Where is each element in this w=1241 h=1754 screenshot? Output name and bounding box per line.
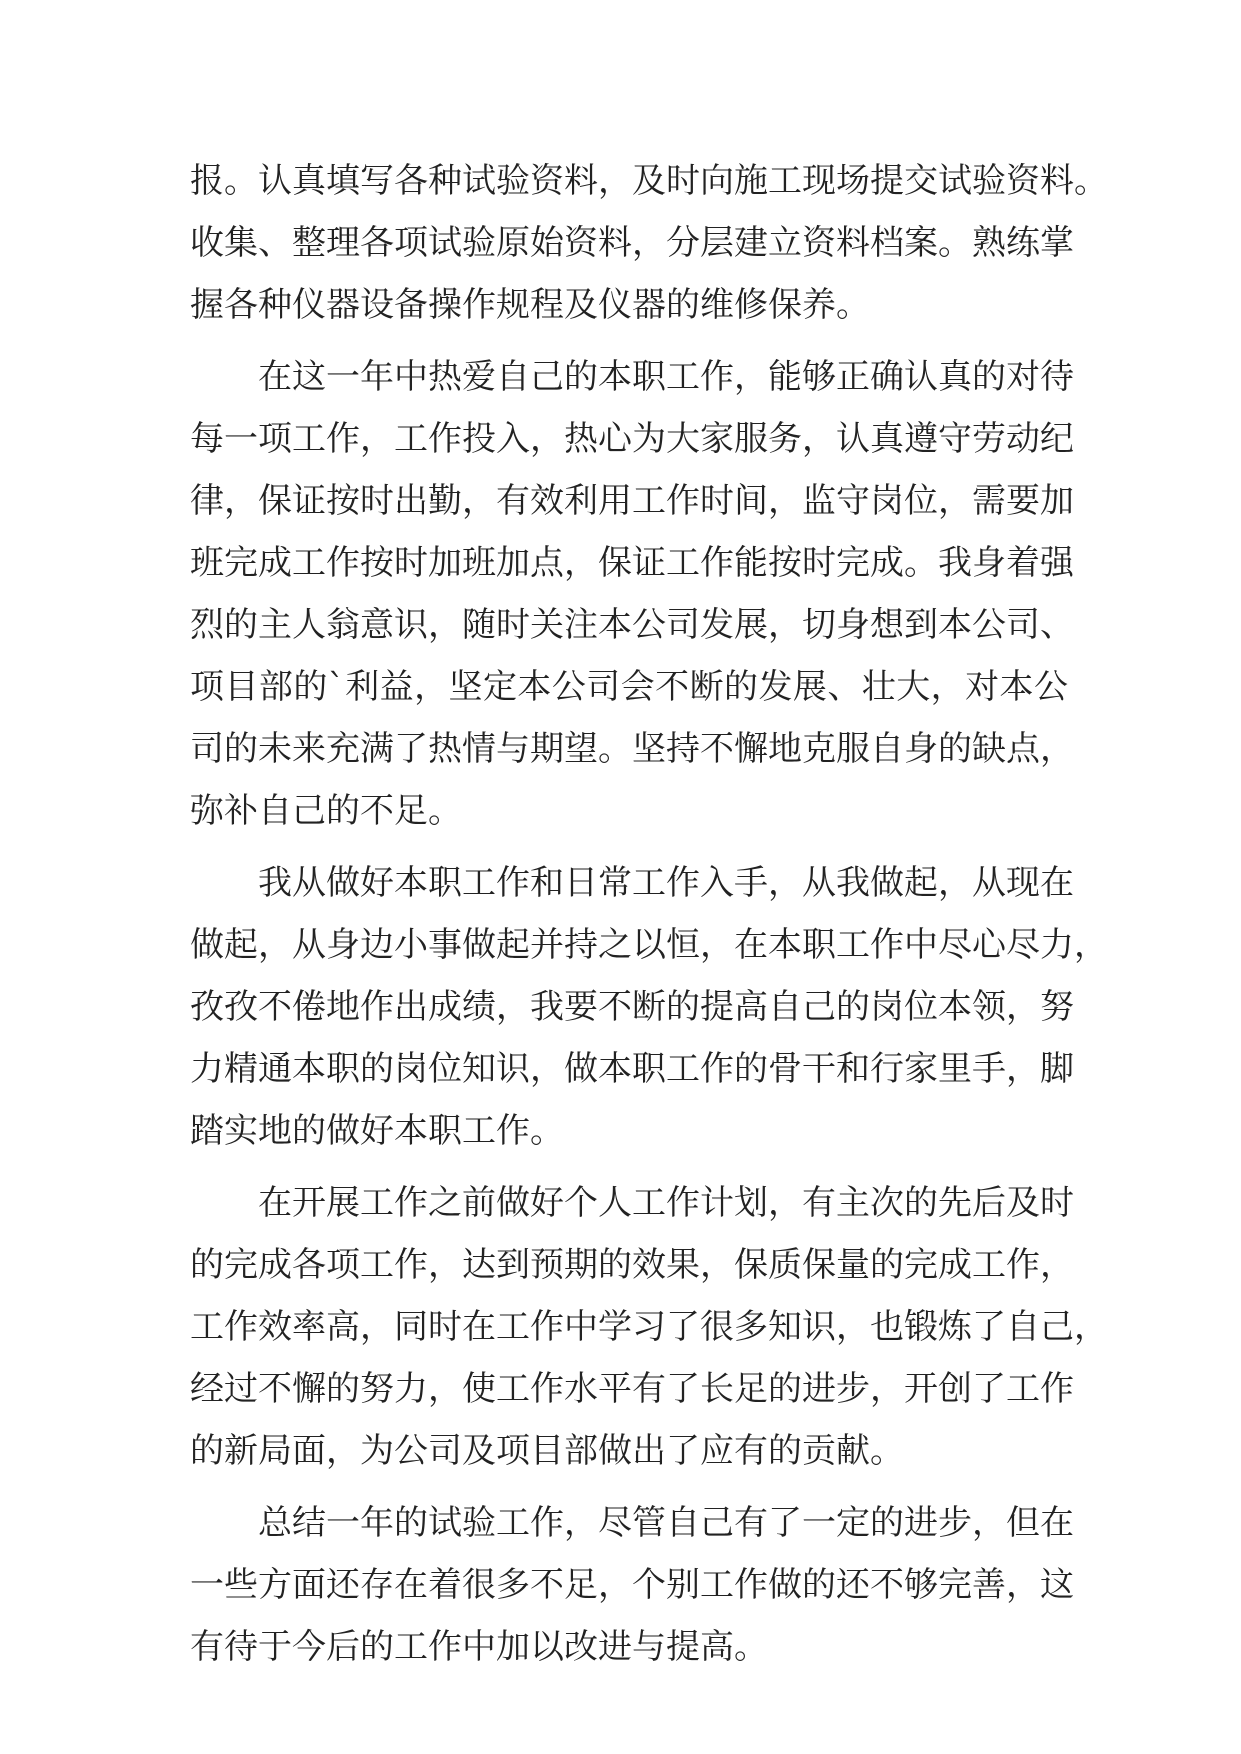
text-line: 孜孜不倦地作出成绩，我要不断的提高自己的岗位本领，努 — [190, 987, 1074, 1027]
text-line: 一些方面还存在着很多不足，个别工作做的还不够完善，这 — [190, 1565, 1074, 1605]
text-line: 司的未来充满了热情与期望。坚持不懈地克服自身的缺点， — [190, 729, 1074, 769]
text-line: 在这一年中热爱自己的本职工作，能够正确认真的对待 — [258, 357, 1074, 397]
text-line: 经过不懈的努力，使工作水平有了长足的进步，开创了工作 — [190, 1369, 1074, 1409]
paragraph — [190, 150, 1108, 336]
document-page — [190, 150, 1108, 1678]
text-line: 踏实地的做好本职工作。 — [190, 1111, 564, 1151]
text-line: 总结一年的试验工作，尽管自己有了一定的进步，但在 — [258, 1503, 1074, 1543]
text-line: 项目部的`利益，坚定本公司会不断的发展、壮大，对本公 — [190, 667, 1068, 707]
text-line: 力精通本职的岗位知识，做本职工作的骨干和行家里手，脚 — [190, 1049, 1074, 1089]
text-line: 做起，从身边小事做起并持之以恒，在本职工作中尽心尽力， — [190, 925, 1108, 965]
text-line: 弥补自己的不足。 — [190, 791, 462, 831]
paragraph — [190, 346, 1074, 842]
text-line: 每一项工作，工作投入，热心为大家服务，认真遵守劳动纪 — [190, 419, 1074, 459]
paragraph — [190, 1172, 1108, 1482]
text-line: 收集、整理各项试验原始资料，分层建立资料档案。熟练掌 — [190, 223, 1074, 263]
text-line: 工作效率高，同时在工作中学习了很多知识，也锻炼了自己， — [190, 1307, 1108, 1347]
text-line: 有待于今后的工作中加以改进与提高。 — [190, 1627, 768, 1667]
text-line: 烈的主人翁意识，随时关注本公司发展，切身想到本公司、 — [190, 605, 1074, 645]
text-line: 我从做好本职工作和日常工作入手，从我做起，从现在 — [258, 863, 1074, 903]
text-line: 报。认真填写各种试验资料，及时向施工现场提交试验资料。 — [190, 161, 1108, 201]
text-line: 的新局面，为公司及项目部做出了应有的贡献。 — [190, 1431, 904, 1471]
paragraph — [190, 1492, 1074, 1678]
text-line: 律，保证按时出勤，有效利用工作时间，监守岗位，需要加 — [190, 481, 1074, 521]
text-line: 班完成工作按时加班加点，保证工作能按时完成。我身着强 — [190, 543, 1074, 583]
text-line: 的完成各项工作，达到预期的效果，保质保量的完成工作， — [190, 1245, 1074, 1285]
text-line: 握各种仪器设备操作规程及仪器的维修保养。 — [190, 285, 870, 325]
paragraph — [190, 852, 1108, 1162]
text-line: 在开展工作之前做好个人工作计划，有主次的先后及时 — [258, 1183, 1074, 1223]
